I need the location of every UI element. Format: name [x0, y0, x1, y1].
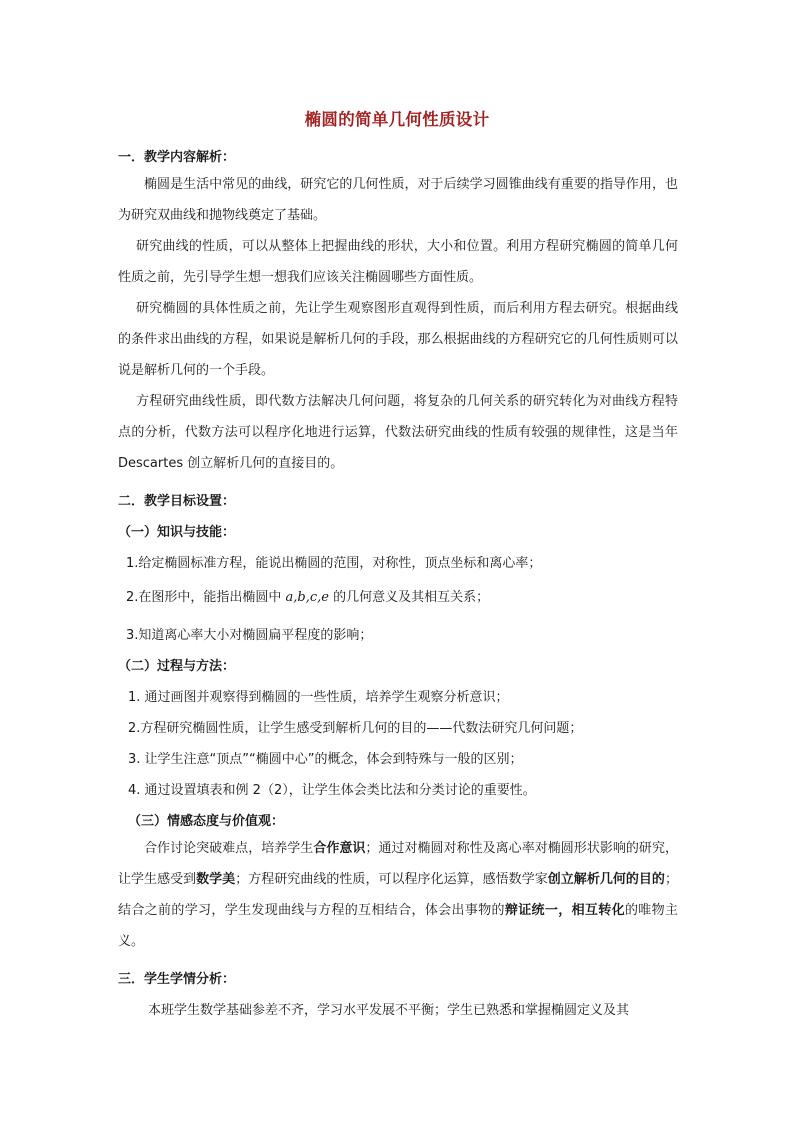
goal-knowledge-2 — [126, 586, 489, 605]
goal-knowledge-2-text-a: 2.在图形中，能指出椭圆中 — [126, 590, 282, 605]
subheading-process-method: （二）过程与方法： — [118, 659, 236, 674]
goal-process-4: 4. 通过设置填表和例 2（2），让学生体会类比法和分类讨论的重要性。 — [128, 783, 536, 798]
variables-abce: a,b,c,e — [285, 590, 329, 605]
values-bold-3: 创立解析几何的目的 — [547, 872, 665, 887]
values-text-3: ；方程研究曲线的性质，可以程序化运算，感悟数学家 — [235, 872, 548, 887]
values-text-1: 合作讨论突破难点，培养学生 — [144, 841, 314, 856]
values-bold-2: 数学美 — [196, 872, 236, 887]
values-text-2: ；通过对椭圆对称性及离心率对椭圆形状影响的研究，让学生感受到 — [118, 841, 678, 887]
paragraph-1: 椭圆是生活中常见的曲线，研究它的几何性质，对于后续学习圆锥曲线有重要的指导作用，也为研究双曲线和抛物线奠定了基础。 — [118, 177, 678, 223]
goal-process-3: 3. 让学生注意“顶点”“椭圆中心”的概念，体会到特殊与一般的区别； — [128, 752, 523, 767]
section-heading-content-analysis: 一．教学内容解析： — [118, 150, 236, 165]
values-text-5: 的唯物主义。 — [118, 903, 678, 949]
paragraph-student-analysis: 本班学生数学基础参差不齐，学习水平发展不平衡；学生已熟悉和掌握椭圆定义及其 — [148, 1003, 630, 1018]
paragraph-3: 研究椭圆的具体性质之前，先让学生观察图形直观得到性质，而后利用方程去研究。根据曲线的条件求出曲线的方程，如果说是解析几何的手段，那么根据曲线的方程研究它的几何性质则可以说是解析几何的一个手段。 — [118, 301, 678, 378]
subheading-values: （三）情感态度与价值观： — [128, 814, 285, 829]
values-text-4: ；结合之前的学习，学生发现曲线与方程的互相结合，体会出事物的 — [118, 872, 678, 918]
goal-knowledge-3: 3.知道离心率大小对椭圆扁平程度的影响； — [126, 628, 373, 643]
goal-knowledge-1: 1.给定椭圆标准方程，能说出椭圆的范围，对称性，顶点坐标和离心率； — [126, 556, 542, 571]
paragraph-4: 方程研究曲线性质，即代数方法解决几何问题，将复杂的几何关系的研究转化为对曲线方程特点的分析，代数方法可以程序化地进行运算，代数法研究曲线的性质有较强的规律性，这是当年 Descartes 创立解析几何的直接目的。 — [118, 394, 678, 471]
goal-process-2: 2.方程研究椭圆性质，让学生感受到解析几何的目的——代数法研究几何问题； — [128, 721, 583, 736]
values-bold-4: 辩证统一，相互转化 — [504, 903, 625, 918]
goal-process-1: 1. 通过画图并观察得到椭圆的一些性质，培养学生观察分析意识； — [128, 690, 509, 705]
paragraph-2: 研究曲线的性质，可以从整体上把握曲线的形状，大小和位置。利用方程研究椭圆的简单几何性质之前，先引导学生想一想我们应该关注椭圆哪些方面性质。 — [118, 239, 678, 285]
section-heading-goals: 二．教学目标设置： — [118, 494, 236, 509]
subheading-knowledge-skills: （一）知识与技能： — [118, 525, 236, 540]
section-heading-student-analysis: 三．学生学情分析： — [118, 972, 236, 987]
paragraph-values — [118, 833, 678, 957]
document-title: 椭圆的简单几何性质设计 — [304, 110, 490, 129]
goal-knowledge-2-text-b: 的几何意义及其相互关系； — [333, 590, 490, 605]
values-bold-1: 合作意识 — [313, 841, 366, 856]
